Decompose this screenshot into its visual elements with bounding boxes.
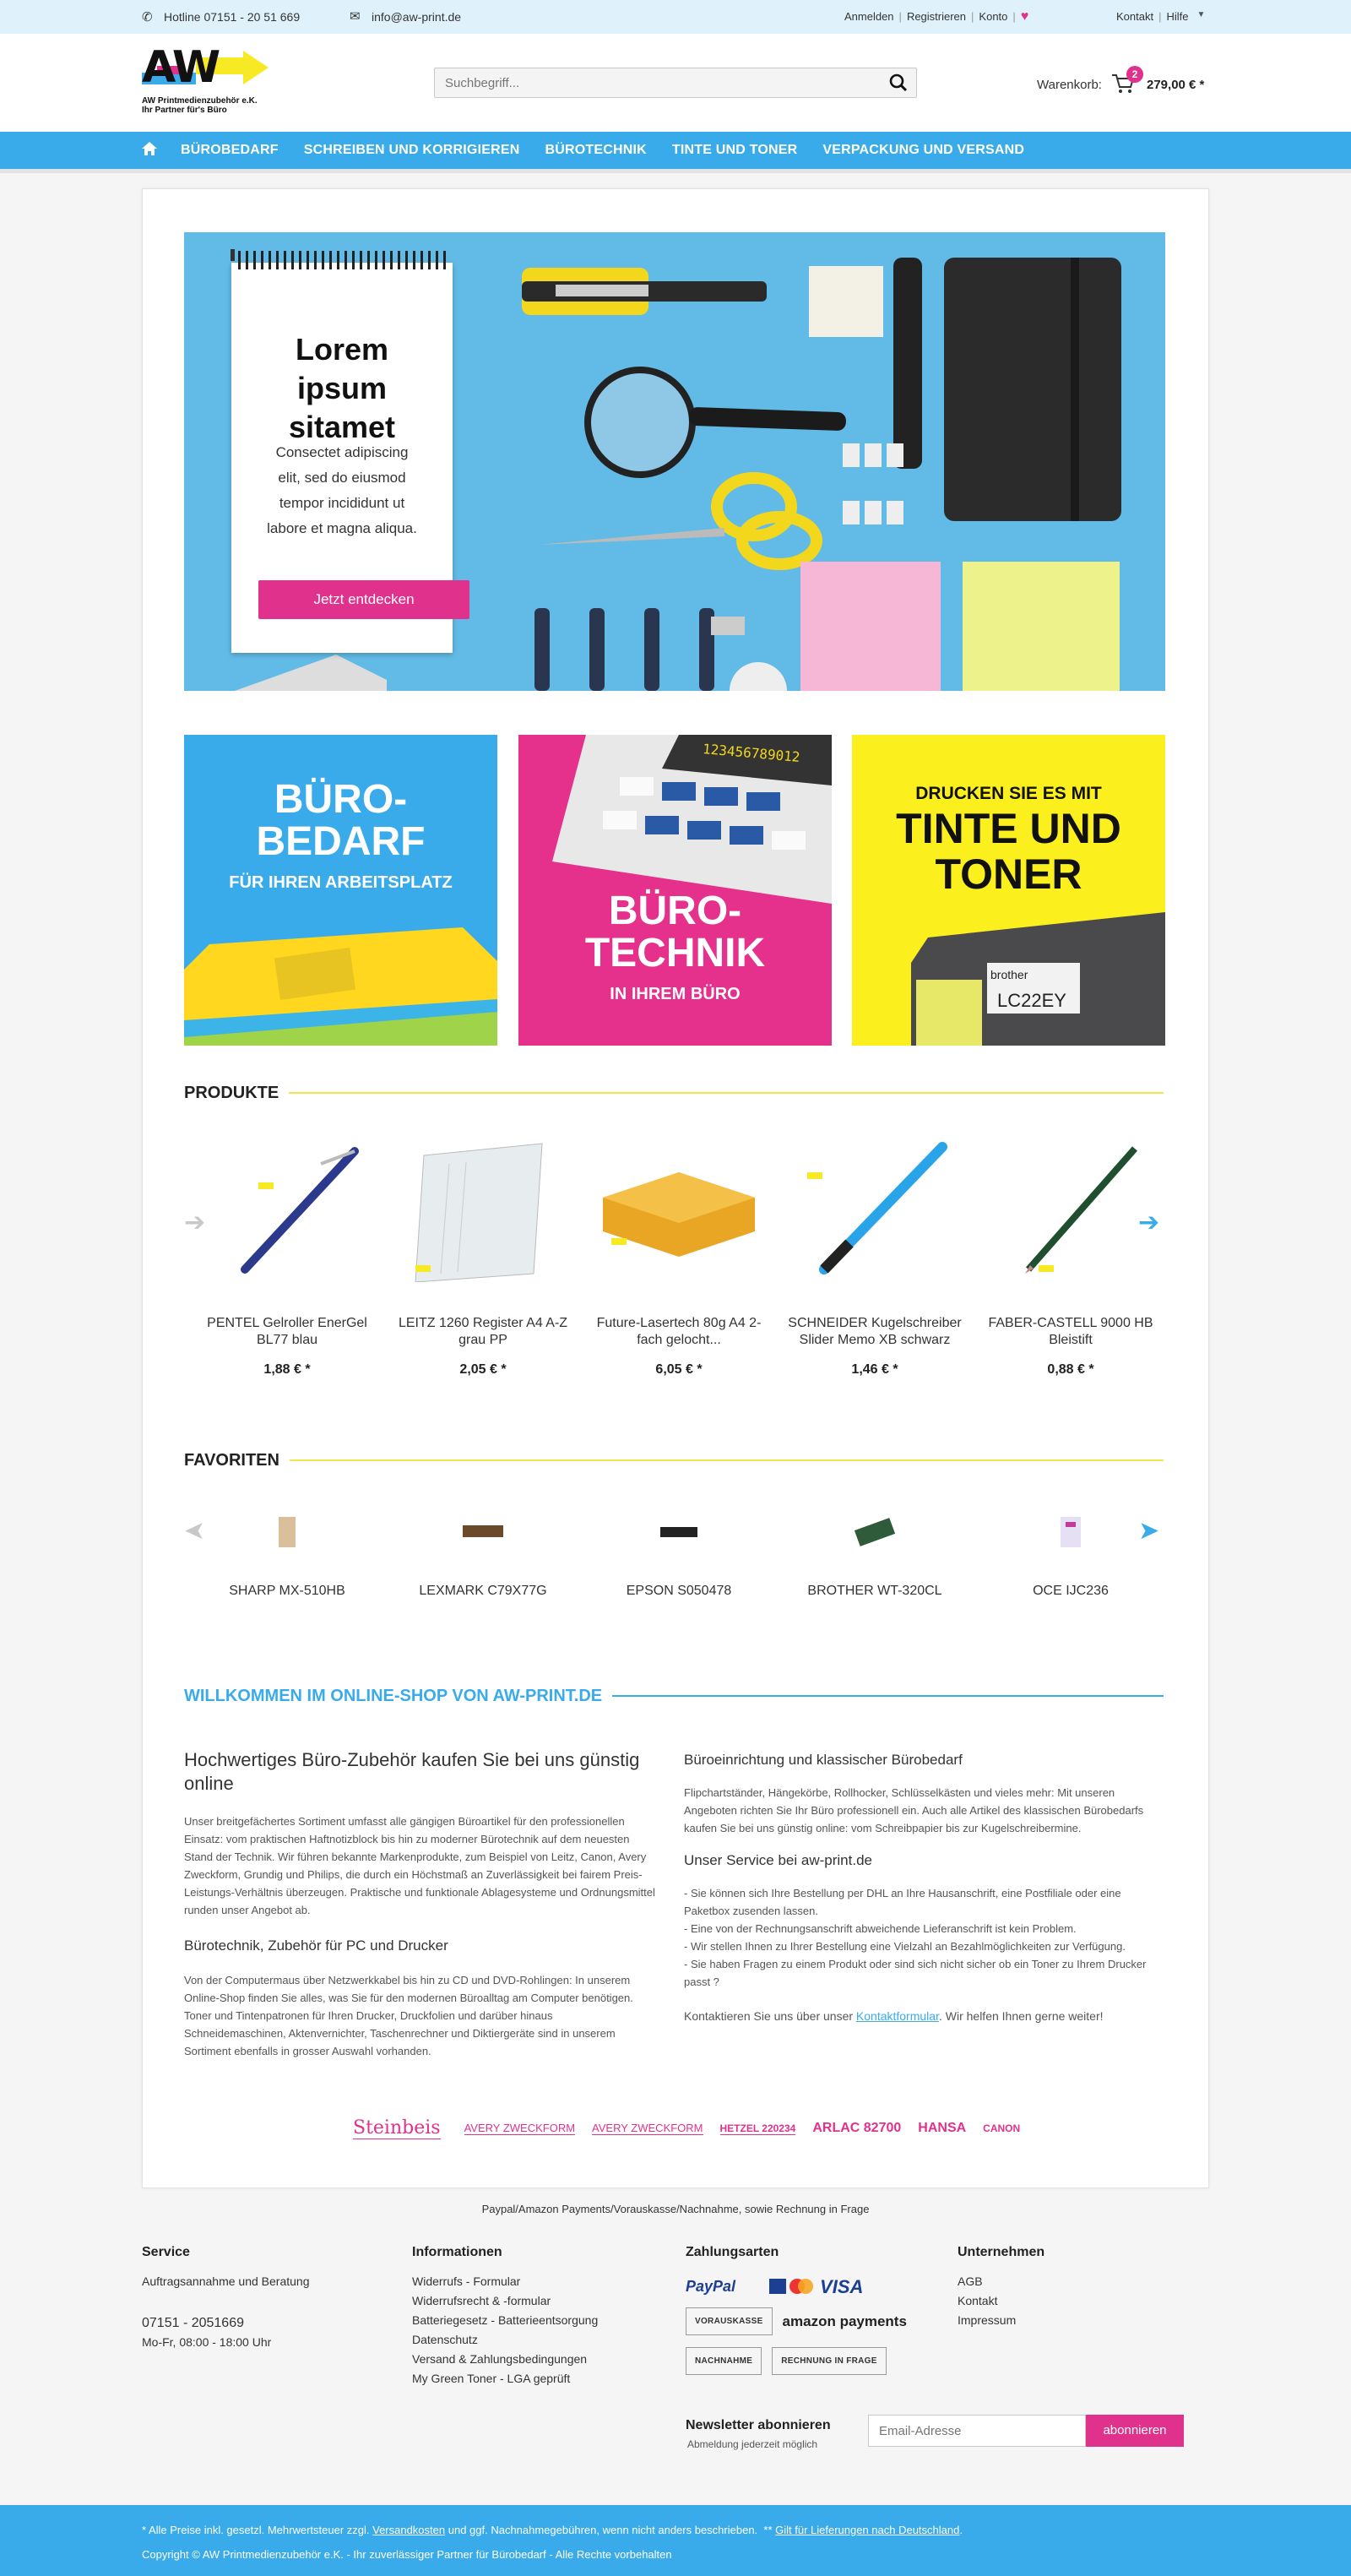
calculator-display: 123456789012 (702, 740, 801, 766)
footer-company (958, 2242, 1211, 2330)
brand-strip (353, 2113, 1028, 2144)
newsletter-email-input[interactable] (868, 2415, 1086, 2447)
product-name[interactable]: PENTEL Gelroller EnerGel BL77 blau (207, 1316, 367, 1347)
footer-link[interactable]: Versand & Zahlungsbedingungen (412, 2352, 588, 2366)
favorite-image (978, 1512, 1164, 1554)
main-nav (0, 132, 1351, 169)
brand-logo[interactable]: AVERY ZWECKFORM (592, 2122, 703, 2134)
product-price: 1,88 € * (263, 1362, 311, 1377)
brand-logo[interactable]: CANON (983, 2122, 1021, 2134)
cart-label: Warenkorb: (1037, 78, 1102, 92)
welcome-right-text: Flipchartständer, Hängekörbe, Rollhocker, Schlüsselkästen und vieles mehr: Mit unseren Angeboten richten Sie Ihr Büro professionell ein. Auch alle Artikel des klassischen Bürobedarfs kaufen Sie bei uns günstig online: vom Schreibpapier bis zur Kugelschreibermine. (684, 1786, 1144, 1834)
favorites-next-arrow-icon[interactable]: ➤ (1138, 1517, 1160, 1545)
hotline-text: Hotline 07151 - 20 51 669 (164, 10, 301, 24)
favorite-name[interactable]: EPSON S050478 (626, 1584, 732, 1598)
favorite-item[interactable] (782, 1512, 968, 1599)
cart-button[interactable] (1111, 69, 1213, 95)
footer-payment-title: Zahlungsarten (686, 2245, 779, 2259)
nav-item-buerobedarf[interactable]: BÜROBEDARF (181, 143, 279, 157)
favorite-image (782, 1512, 968, 1554)
newsletter-subscribe-button[interactable]: abonnieren (1086, 2415, 1184, 2447)
favorite-image (194, 1512, 380, 1554)
footer-company-title: Unternehmen (958, 2245, 1045, 2259)
logo-text: AW (142, 42, 220, 93)
footer-service-line: Auftragsannahme und Beratung (142, 2274, 310, 2288)
favorite-item[interactable] (586, 1512, 772, 1599)
contact-sentence (684, 2009, 1165, 2023)
tile-buerobedarf[interactable] (184, 735, 497, 1046)
product-image-paper (586, 1139, 772, 1282)
sticky-notes-image (184, 910, 497, 1046)
nav-item-buerotechnik[interactable]: BÜROTECHNIK (545, 143, 647, 157)
home-icon[interactable] (142, 142, 157, 160)
tile-buerobedarf-sub: FÜR IHREN ARBEITSPLATZ (229, 873, 453, 892)
legal-mid: und ggf. Nachnahmegebühren, wenn nicht anders beschrieben. ** (445, 2524, 776, 2536)
footer-hours: Mo-Fr, 08:00 - 18:00 Uhr (142, 2335, 272, 2349)
service-item: - Sie haben Fragen zu einem Produkt oder sind sich nicht sicher ob ein Toner zu Ihrem Drucker passt ? (684, 1958, 1147, 1988)
products-next-arrow-icon[interactable]: ➔ (1138, 1209, 1160, 1236)
favorite-item[interactable] (194, 1512, 380, 1599)
contact-pre: Kontaktieren Sie uns über unser (684, 2009, 856, 2023)
nav-item-tinte-toner[interactable]: TINTE UND TONER (671, 143, 798, 157)
product-price: 2,05 € * (459, 1362, 507, 1377)
hero-banner[interactable] (184, 232, 1165, 691)
favorite-item[interactable] (978, 1512, 1164, 1599)
payment-badge: NACHNAHME (686, 2347, 762, 2375)
bottom-bar (0, 2505, 1351, 2576)
hero-text: Consectet adipiscing elit, sed do eiusmod tempor incididunt ut labore et magna aliqua. (267, 444, 417, 536)
cart-count-badge: 2 (1126, 66, 1143, 83)
footer-link[interactable]: Widerrufsrecht & -formular (412, 2294, 551, 2307)
cart-total: 279,00 € * (1147, 78, 1205, 92)
footer-link[interactable]: Batteriegesetz - Batterieentsorgung (412, 2313, 599, 2327)
favorites-section-header (184, 1448, 1164, 1473)
notepad-spiral (238, 251, 446, 269)
help-links: Kontakt | Hilfe ▼ (1116, 10, 1206, 23)
cartridge-brand: brother (990, 968, 1028, 981)
phone-icon: ✆ (142, 10, 153, 24)
hero-cta-button[interactable]: Jetzt entdecken (258, 580, 469, 619)
service-item: - Eine von der Rechnungsanschrift abweichende Lieferanschrift ist kein Problem. (684, 1922, 1077, 1935)
amazon-payments-logo: amazon payments (782, 2313, 907, 2329)
tile-tinte-toner[interactable] (852, 735, 1165, 1046)
heart-icon[interactable]: ♥ (1020, 8, 1029, 24)
product-price: 6,05 € * (655, 1362, 703, 1377)
brand-logo[interactable]: HETZEL 220234 (719, 2122, 796, 2134)
newsletter-title: Newsletter abonnieren (686, 2418, 831, 2432)
login-link[interactable]: Anmelden (844, 10, 894, 23)
footer-link[interactable]: AGB (958, 2274, 983, 2288)
product-name[interactable]: LEITZ 1260 Register A4 A-Z grau PP (398, 1316, 568, 1347)
footer-info (412, 2242, 665, 2389)
logo-company: AW Printmedienzubehör e.K. (142, 96, 258, 106)
tile-buerobedarf-title: BÜRO- BEDARF (256, 777, 426, 864)
service-item: - Sie können sich Ihre Bestellung per DHL an Ihre Hausanschrift, eine Postfiliale oder eine Paketbox zusenden lassen. (684, 1887, 1121, 1917)
footer-link[interactable]: Kontakt (958, 2294, 998, 2307)
legal-post: . (959, 2524, 963, 2536)
nav-item-schreiben[interactable]: SCHREIBEN UND KORRIGIEREN (303, 143, 520, 157)
logo-tagline: Ihr Partner für's Büro (142, 106, 227, 115)
contact-link[interactable]: Kontakt (1116, 10, 1154, 23)
tile-buerotechnik-title: BÜRO- TECHNIK (584, 889, 766, 976)
product-card[interactable] (194, 1139, 380, 1378)
product-name[interactable]: FABER-CASTELL 9000 HB Bleistift (988, 1316, 1153, 1347)
hero-title: Lorem ipsum sitamet (288, 332, 396, 444)
tile-buerotechnik[interactable] (518, 735, 832, 1046)
favorite-image (586, 1512, 772, 1554)
product-card[interactable] (390, 1139, 576, 1378)
cartridge-label: LC22EY (997, 990, 1066, 1011)
welcome-left-heading: Hochwertiges Büro-Zubehör kaufen Sie bei uns günstig online (184, 1749, 640, 1794)
welcome-left-column (184, 1748, 657, 2060)
brand-logo[interactable]: HANSA (918, 2121, 967, 2135)
contact-post: . Wir helfen Ihnen gerne weiter! (938, 2009, 1104, 2023)
favorite-image (390, 1512, 576, 1554)
legal-pre: * Alle Preise inkl. gesetzl. Mehrwertsteuer zzgl. (142, 2524, 373, 2536)
service-item: - Wir stellen Ihnen zu Ihrer Bestellung eine Vielzahl an Bezahlmöglichkeiten zur Verfügung. (684, 1940, 1126, 1953)
welcome-service-heading: Unser Service bei aw-print.de (684, 1852, 872, 1868)
contact-form-link[interactable]: Kontaktformular (855, 2009, 939, 2023)
payment-note: Paypal/Amazon Payments/Vorauskasse/Nachnahme, sowie Rechnung in Frage (481, 2203, 870, 2215)
footer-link[interactable]: Datenschutz (412, 2333, 478, 2346)
tile-tinte-pre: DRUCKEN SIE ES MIT (915, 784, 1102, 803)
email-link[interactable]: info@aw-print.de (372, 10, 462, 24)
welcome-left-text: Unser breitgefächertes Sortiment umfasst alle gängigen Büroartikel für den professionellen Einsatz: vom praktischen Haftnotizblock bis hin zu moderner Bürotechnik auf dem neuesten Stand der Technik. Wir führen bekannte Markenprodukte, zum Beispiel von Leitz, Canon, Avery Zweckform, Grundig und Philips, die durch ein Höchstmaß an Zuverlässigkeit bei fairem Preis-Leistungs-Verhältnis überzeugen. Praktische und funktionale Ablagesysteme und Ordnungsmittel runden unser Angebot ab. (184, 1815, 655, 1916)
favorite-name[interactable]: OCE IJC236 (1033, 1584, 1109, 1598)
brand-logo[interactable]: AVERY ZWECKFORM (464, 2122, 576, 2134)
product-image-ballpen (782, 1139, 968, 1282)
welcome-right-column (684, 1752, 1165, 2023)
products-section-header (184, 1080, 1164, 1106)
legal-note (142, 2524, 963, 2536)
search-box (434, 68, 917, 98)
welcome-right-heading: Büroeinrichtung und klassischer Bürobedarf (684, 1752, 963, 1768)
welcome-left-text-2: Von der Computermaus über Netzwerkkabel bis hin zu CD und DVD-Rohlingen: In unserem Online-Shop finden Sie alles, was Sie für den modernen Büroalltag am Computer benötigen. Toner und Tintenpatronen für Ihren Drucker, Druckfolien und darüber hinaus Schneidemaschinen, Aktenvernichter, Taschenrechner und Diktiergeräte sind in unserem Sortiment ebenfalls in grosser Auswahl vorhanden. (184, 1974, 633, 2057)
product-name[interactable]: SCHNEIDER Kugelschreiber Slider Memo XB schwarz (788, 1316, 962, 1347)
product-card[interactable] (782, 1139, 968, 1378)
top-bar (0, 0, 1351, 34)
footer-service (142, 2242, 395, 2352)
tile-tinte-title: TINTE UND TONER (896, 805, 1121, 898)
search-icon[interactable] (889, 73, 908, 92)
service-list (684, 1884, 1165, 1991)
shipping-costs-link[interactable]: Versandkosten (372, 2524, 446, 2536)
footer-info-title: Informationen (412, 2245, 502, 2259)
products-title: PRODUKTE (184, 1083, 279, 1102)
account-links: Anmelden | Registrieren | Konto | ♥ (844, 8, 1029, 24)
copyright: Copyright © AW Printmedienzubehör e.K. - Ihr zuverlässiger Partner für Bürobedarf - Alle Rechte vorbehalten (142, 2548, 672, 2561)
welcome-left-subheading: Bürotechnik, Zubehör für PC und Drucker (184, 1937, 448, 1954)
product-image-pencil (978, 1139, 1164, 1282)
brand-logo[interactable]: Steinbeis (353, 2117, 441, 2139)
footer-link[interactable]: Widerrufs - Formular (412, 2274, 521, 2288)
footer-phone[interactable]: 07151 - 2051669 (142, 2316, 244, 2330)
favorites-title: FAVORITEN (184, 1450, 279, 1470)
footer-service-title: Service (142, 2245, 190, 2259)
product-card[interactable] (586, 1139, 772, 1378)
payment-badge: VORAUSKASSE (686, 2307, 773, 2335)
footer-link[interactable]: My Green Toner - LGA geprüft (412, 2372, 571, 2385)
products-prev-arrow-icon[interactable]: ➔ (184, 1209, 206, 1236)
card-logos-icon (769, 2279, 813, 2294)
tile-buerotechnik-sub: IN IHREM BÜRO (610, 985, 741, 1003)
product-image-pen (194, 1139, 380, 1282)
footer-payment (686, 2242, 956, 2375)
logo[interactable] (142, 42, 269, 118)
register-link[interactable]: Registrieren (906, 10, 967, 23)
product-name[interactable]: Future-Lasertech 80g A4 2-fach gelocht... (596, 1316, 762, 1347)
delivery-germany-link[interactable]: Gilt für Lieferungen nach Deutschland (775, 2524, 960, 2536)
product-card[interactable] (978, 1139, 1164, 1378)
welcome-title: WILLKOMMEN IM ONLINE-SHOP VON AW-PRINT.DE (184, 1686, 603, 1705)
welcome-header (184, 1683, 1164, 1709)
nav-item-verpackung[interactable]: VERPACKUNG UND VERSAND (822, 143, 1025, 157)
product-image-register (390, 1139, 576, 1282)
chevron-down-icon[interactable]: ▼ (1196, 10, 1206, 19)
mail-icon: ✉ (350, 9, 361, 24)
favorite-item[interactable] (390, 1512, 576, 1599)
product-price: 1,46 € * (851, 1362, 898, 1377)
nav-shadow (0, 169, 1351, 173)
brand-logo[interactable]: ARLAC 82700 (812, 2121, 902, 2135)
hero-notepad (231, 263, 453, 653)
paypal-logo: PayPal (686, 2277, 736, 2295)
favorite-name[interactable]: SHARP MX-510HB (229, 1584, 345, 1598)
favorites-prev-arrow-icon[interactable]: ➤ (184, 1517, 206, 1545)
newsletter-sub: Abmeldung jederzeit möglich (687, 2438, 818, 2450)
footer-link[interactable]: Impressum (958, 2313, 1017, 2327)
product-price: 0,88 € * (1047, 1362, 1094, 1377)
newsletter (686, 2415, 1192, 2457)
account-link[interactable]: Konto (979, 10, 1008, 23)
visa-logo: VISA (820, 2275, 864, 2297)
search-input[interactable] (435, 68, 874, 97)
favorite-name[interactable]: BROTHER WT-320CL (807, 1584, 942, 1598)
favorite-name[interactable]: LEXMARK C79X77G (419, 1584, 547, 1598)
header (0, 34, 1351, 132)
payment-badge: RECHNUNG IN FRAGE (772, 2347, 886, 2375)
help-link[interactable]: Hilfe (1166, 10, 1189, 23)
